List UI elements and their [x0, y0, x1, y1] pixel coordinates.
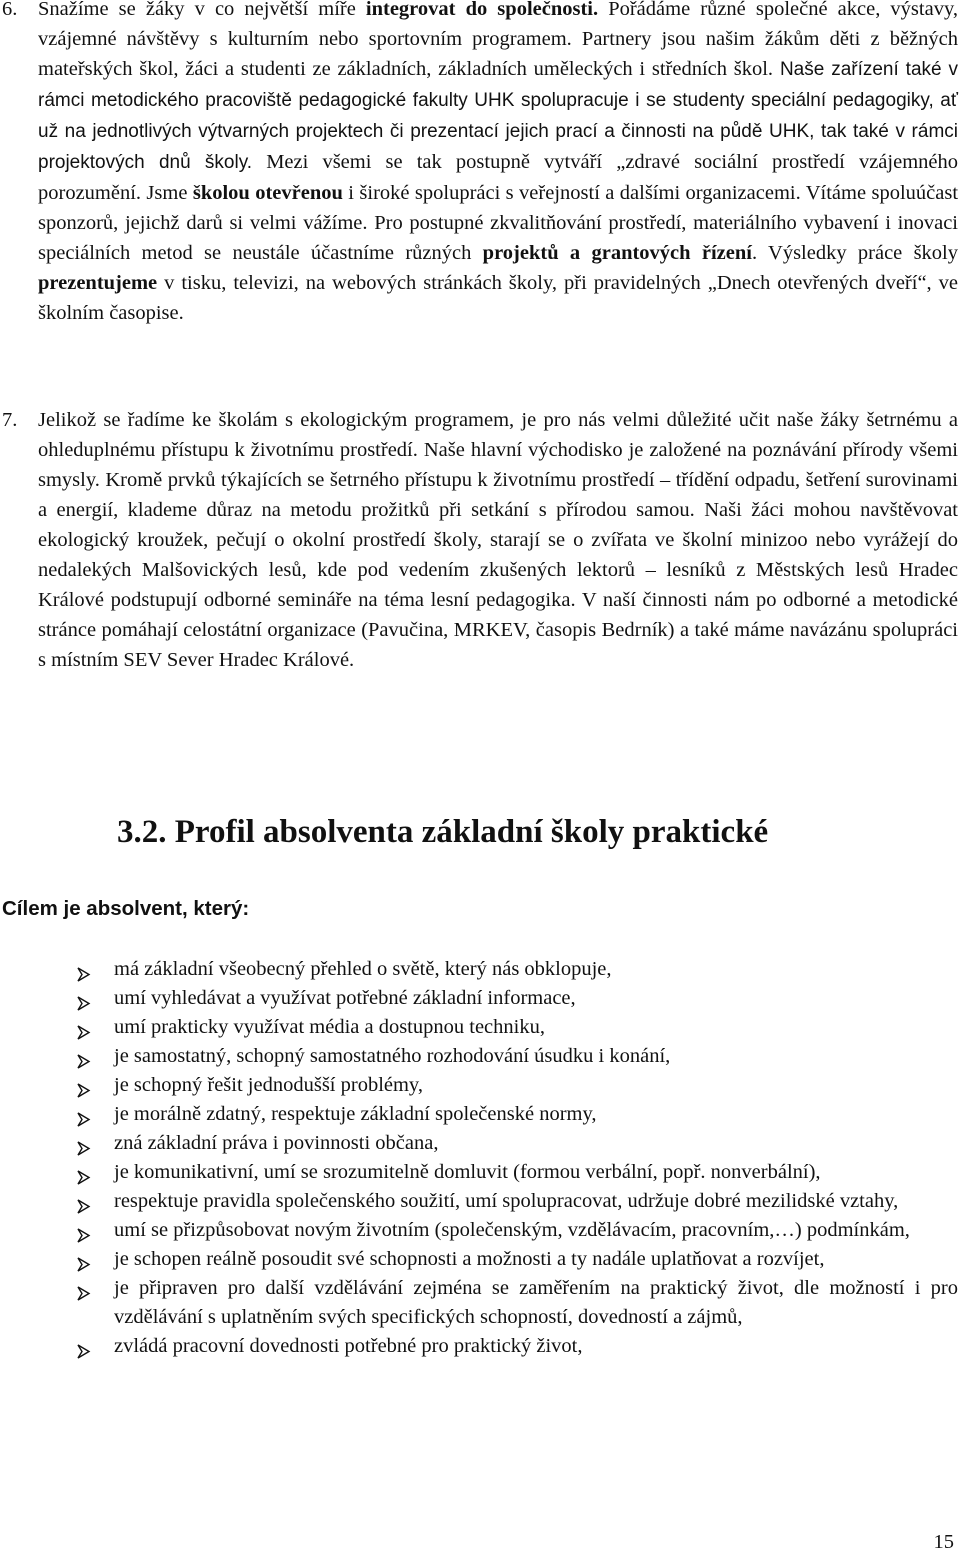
list-item-text: umí prakticky využívat média a dostupnou techniku, — [114, 1016, 545, 1038]
list-item-text: je samostatný, schopný samostatného rozhodování úsudku i konání, — [114, 1045, 671, 1067]
bold-text-segment: prezentujeme — [38, 272, 158, 294]
item-number: 7. — [2, 409, 18, 431]
bold-text-segment: integrovat do společnosti. — [365, 0, 599, 20]
list-item-text: je morálně zdatný, respektuje základní společenské normy, — [114, 1103, 597, 1125]
arrowhead-bullet-icon — [76, 962, 91, 977]
bold-text-segment: projektů a grantových řízení — [482, 242, 752, 264]
list-item — [0, 1158, 958, 1187]
text-segment: Naše zařízení také v rámci metodického pracoviště pedagogické fakulty UHK spolupracuje i se studenty speciální pedagogiky, ať už na jednotlivých výtvarných projektech či prezentací jejich prací a činnosti na půdě UHK, tak také v rámci projektových dnů školy. — [38, 59, 958, 173]
arrowhead-bullet-icon — [76, 1194, 91, 1209]
text-segment: Snažíme se žáky v co největší míře — [38, 0, 366, 20]
arrowhead-bullet-icon — [76, 1107, 91, 1122]
list-item-text: je připraven pro další vzdělávání zejména se zaměřením na praktický život, dle možností i pro vzdělávání s uplatněním svých specifických schopností, dovedností a zájmů, — [114, 1277, 958, 1328]
list-item — [0, 1071, 958, 1100]
list-item — [0, 1100, 958, 1129]
list-item-text: umí se přizpůsobovat novým životním (společenským, vzdělávacím, pracovním,…) podmínkám, — [114, 1219, 910, 1241]
arrowhead-bullet-icon — [76, 1339, 91, 1354]
list-item — [0, 1187, 958, 1216]
item-7-paragraph: Jelikož se řadíme ke školám s ekologickým programem, je pro nás velmi důležité učit naše žáky šetrnému a ohleduplnému přístupu k životnímu prostředí. Naše hlavní východisko je založené na poznávání přírody všemi smysly. Kromě prvků týkajících se šetrného přístupu k životnímu prostředí – třídění odpadu, šetření surovinami a energií, klademe důraz na metodu prožitků při setkání s přírodou samou. Naši žáci mohou navštěvovat ekologický kroužek, pečují o okolní prostředí školy, starají se o zvířata ve školní minizoo nebo vyrážejí do nedalekých Malšovických lesů, kde pod vedením zkušených lektorů – lesníků z Městských lesů Hradec Králové podstupují odborné semináře na téma lesní pedagogika. V naší činnosti nám po odborné a metodické stránce pomáhají celostátní organizace (Pavučina, MRKEV, časopis Bedrník) a také máme navázánu spolupráci s místním SEV Sever Hradec Králové. — [38, 409, 958, 671]
list-item — [0, 1216, 958, 1245]
arrowhead-bullet-icon — [76, 1020, 91, 1035]
section-subheading: Cílem je absolvent, který: — [2, 897, 250, 920]
text-segment: . Výsledky práce školy — [751, 242, 958, 264]
item-number: 6. — [2, 0, 18, 20]
list-item-text: je komunikativní, umí se srozumitelně domluvit (formou verbální, popř. nonverbální), — [114, 1161, 821, 1183]
list-item-text: zvládá pracovní dovednosti potřebné pro praktický život, — [114, 1335, 583, 1357]
text-segment: v tisku, televizi, na webových stránkách školy, při pravidelných „Dnech otevřených dveří“, ve školním časopise. — [38, 272, 958, 324]
list-item — [0, 955, 958, 984]
arrowhead-bullet-icon — [76, 1136, 91, 1151]
list-item — [0, 1013, 958, 1042]
arrowhead-bullet-icon — [76, 1223, 91, 1238]
list-item — [0, 984, 958, 1013]
list-item-text: je schopný řešit jednodušší problémy, — [114, 1074, 423, 1096]
list-item — [0, 1274, 958, 1332]
section-heading: 3.2. Profil absolventa základní školy praktické — [117, 814, 769, 850]
page-number: 15 — [933, 1531, 954, 1553]
list-item — [0, 1332, 958, 1361]
numbered-item-7 — [0, 405, 958, 675]
text-segment: i široké spolupráci s veřejností a dalšími organizacemi. Vítáme spoluúčast sponzorů, jejichž darů si velmi vážíme. Pro postupné zkvalitňování prostředí, materiálního vybavení i inovaci speciálních metod se neustále účastníme různých — [38, 182, 959, 264]
arrowhead-bullet-icon — [76, 1049, 91, 1064]
list-item-text: umí vyhledávat a využívat potřebné základní informace, — [114, 987, 576, 1009]
numbered-item-6 — [0, 0, 958, 328]
list-item — [0, 1042, 958, 1071]
arrowhead-bullet-icon — [76, 1165, 91, 1180]
text-segment: Mezi všemi se tak postupně vytváří „zdravé sociální prostředí vzájemného porozumění. Jsme — [38, 151, 958, 204]
graduate-profile-list — [0, 955, 958, 1361]
arrowhead-bullet-icon — [76, 991, 91, 1006]
list-item — [0, 1245, 958, 1274]
arrowhead-bullet-icon — [76, 1281, 91, 1296]
arrowhead-bullet-icon — [76, 1252, 91, 1267]
list-item-text: je schopen reálně posoudit své schopnosti a možnosti a ty nadále uplatňovat a rozvíjet, — [114, 1248, 825, 1270]
list-item-text: má základní všeobecný přehled o světě, který nás obklopuje, — [114, 958, 612, 980]
bold-text-segment: školou otevřenou — [192, 182, 343, 204]
list-item-text: respektuje pravidla společenského soužití, umí spolupracovat, udržuje dobré mezilidské vztahy, — [114, 1190, 899, 1212]
item-6-paragraph — [38, 0, 958, 328]
list-item — [0, 1129, 958, 1158]
arrowhead-bullet-icon — [76, 1078, 91, 1093]
text-segment: Pořádáme různé společné akce, výstavy, vzájemné návštěvy s kulturním nebo sportovním programem. Partnery jsou našim žákům děti z běžných mateřských škol, žáci a studenti ze základních, základních uměleckých i středních škol. — [38, 0, 958, 80]
list-item-text: zná základní práva i povinnosti občana, — [114, 1132, 439, 1154]
